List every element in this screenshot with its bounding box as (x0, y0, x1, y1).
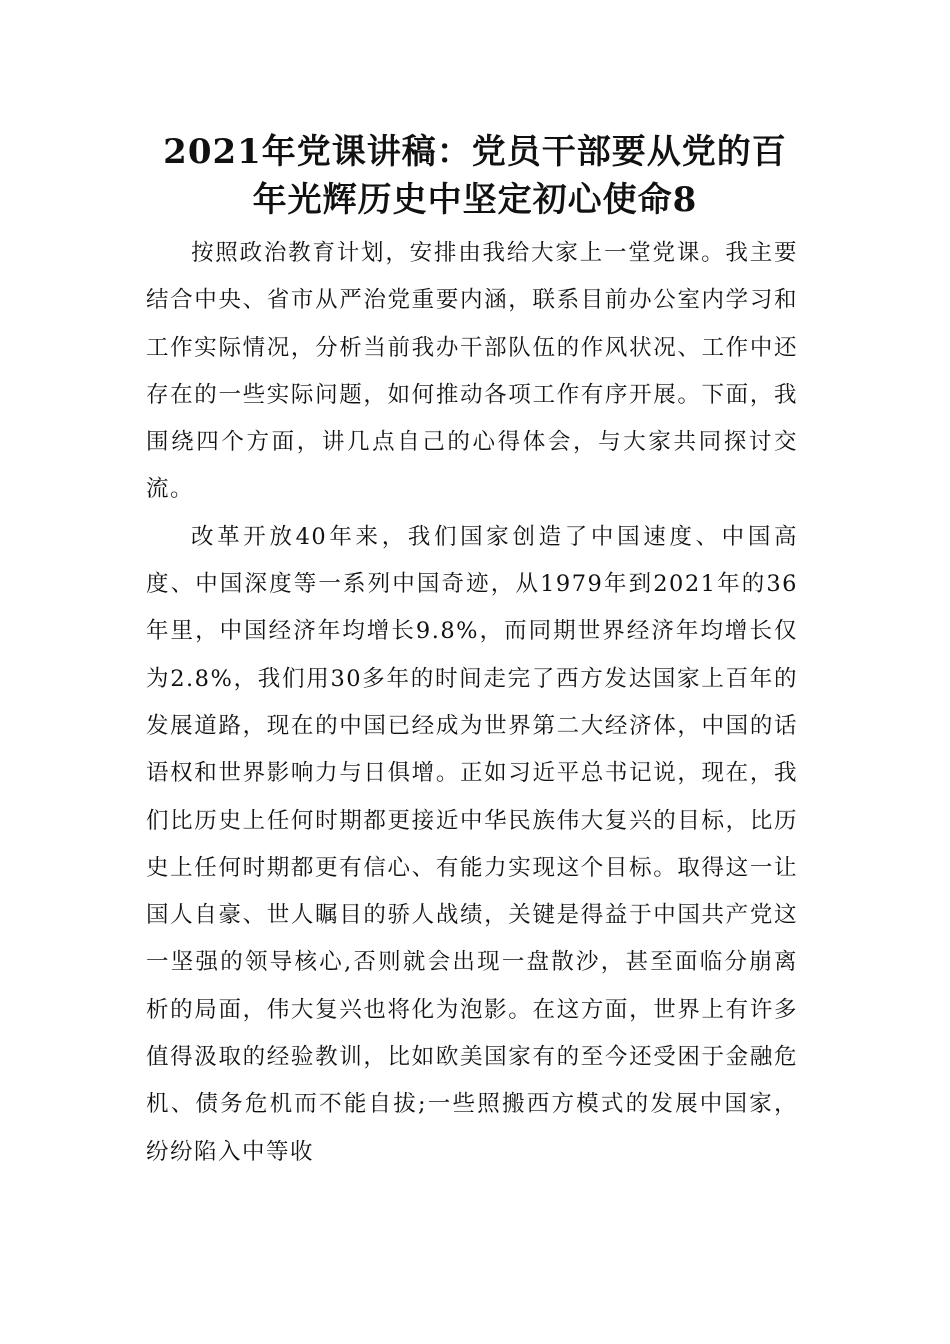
body-paragraph-1: 按照政治教育计划，安排由我给大家上一堂党课。我主要结合中央、省市从严治党重要内涵，联系目前办公室内学习和工作实际情况，分析当前我办干部队伍的作风状况、工作中还存在的一些实际问题，如何推动各项工作有序开展。下面，我围绕四个方面，讲几点自己的心得体会，与大家共同探讨交流。 (146, 240, 798, 503)
title-line-1: 2021年党课讲稿：党员干部要从党的百 (163, 132, 787, 172)
document-body (146, 230, 798, 1176)
body-paragraph-2: 改革开放40年来，我们国家创造了中国速度、中国高度、中国深度等一系列中国奇迹，从1979年到2021年的36年里，中国经济年均增长9.8%，而同期世界经济年均增长仅为2.8%，我们用30多年的时间走完了西方发达国家上百年的发展道路，现在的中国已经成为世界第二大经济体，中国的话语权和世界影响力与日俱增。正如习近平总书记说，现在，我们比历史上任何时期都更接近中华民族伟大复兴的目标，比历史上任何时期都更有信心、有能力实现这个目标。取得这一让国人自豪、世人瞩目的骄人战绩，关键是得益于中国共产党这一坚强的领导核心,否则就会出现一盘散沙，甚至面临分崩离析的局面，伟大复兴也将化为泡影。在这方面，世界上有许多值得汲取的经验教训，比如欧美国家有的至今还受困于金融危机、债务危机而不能自拔;一些照搬西方模式的发展中国家，纷纷陷入中等收 (146, 523, 798, 1165)
title-line-2: 年光辉历史中坚定初心使命8 (252, 180, 698, 220)
document-title (140, 128, 810, 224)
